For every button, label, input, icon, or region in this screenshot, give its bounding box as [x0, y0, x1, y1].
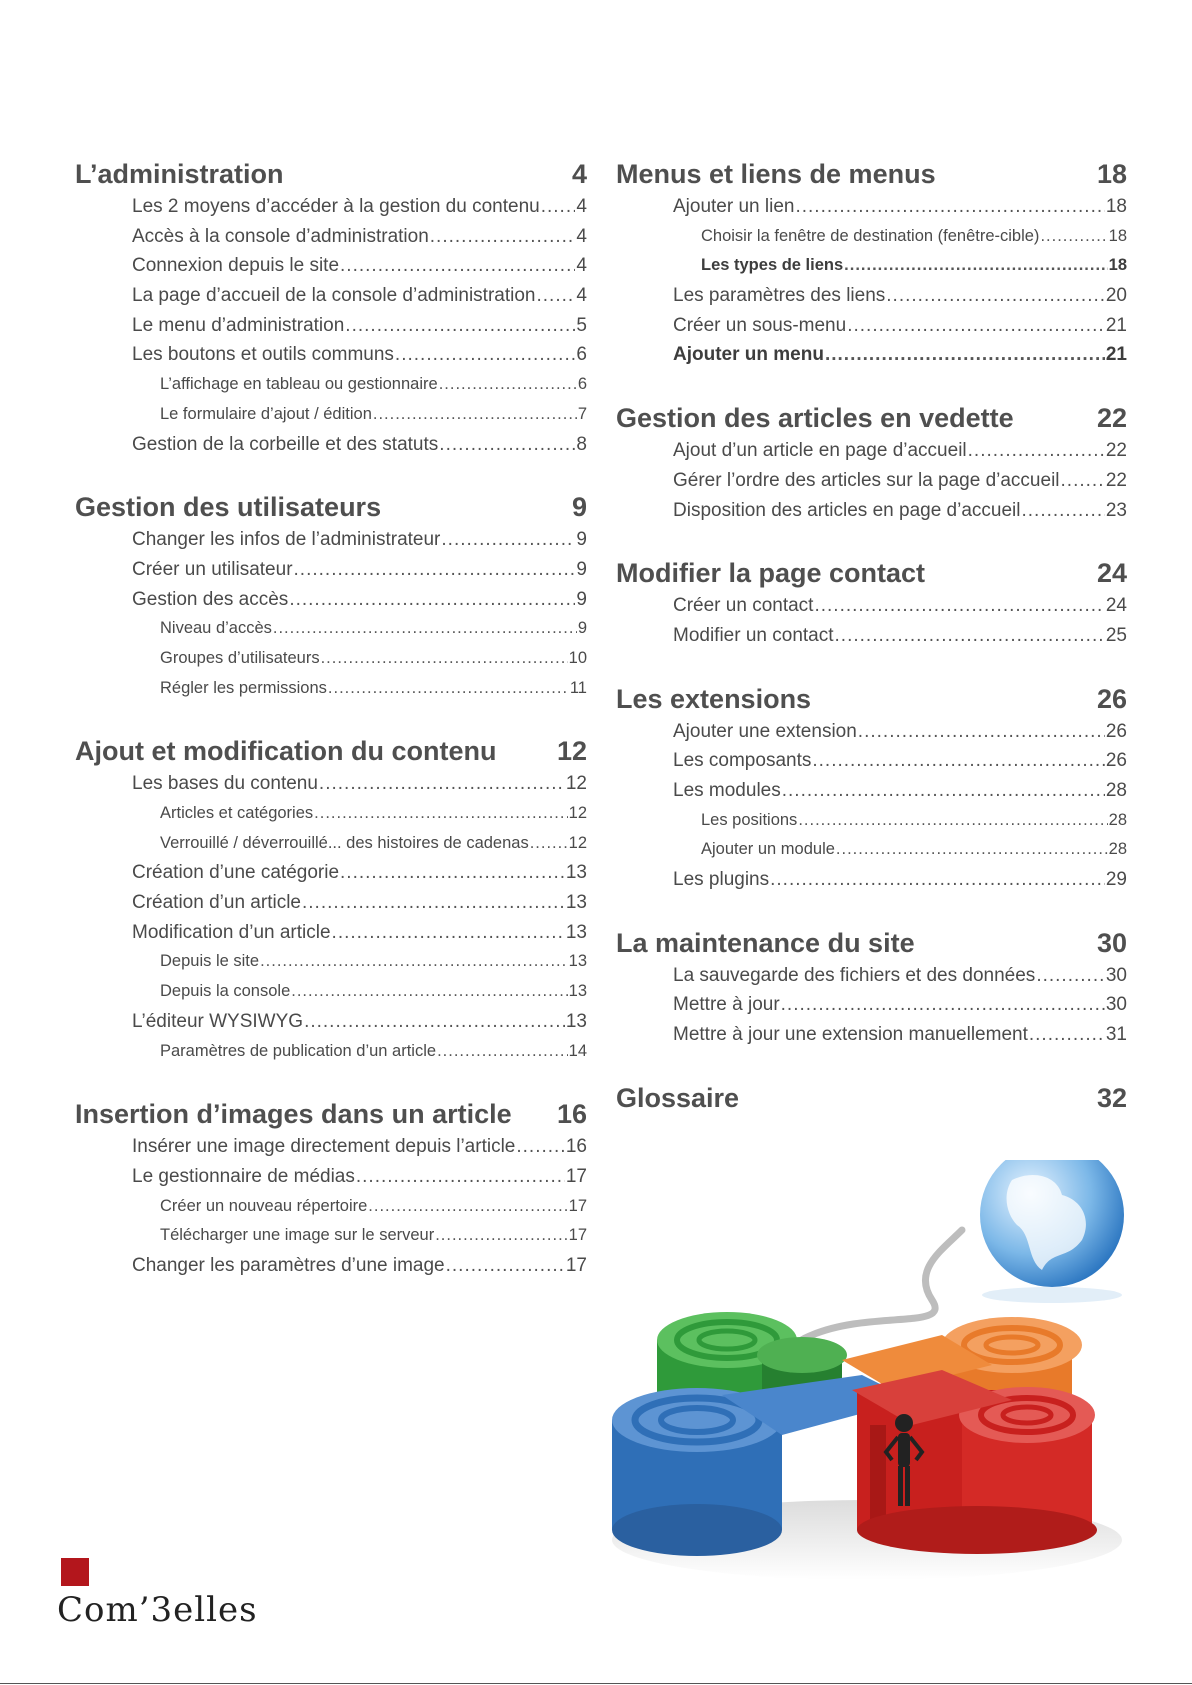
toc-entry[interactable]	[75, 585, 587, 615]
entry-title: Gestion de la corbeille et des statuts	[132, 433, 439, 455]
toc-entry[interactable]	[616, 717, 1127, 747]
entry-title: Régler les permissions	[160, 678, 327, 697]
toc-section-modifier-la-page-contact	[616, 555, 1127, 650]
dot-leader	[798, 806, 1107, 836]
dot-leader	[781, 990, 1105, 1020]
entry-title: Changer les paramètres d’une image	[132, 1254, 445, 1276]
section-page-number: 26	[1096, 683, 1127, 714]
section-title: Ajout et modification du contenu	[75, 736, 497, 767]
section-heading[interactable]	[75, 733, 587, 769]
entry-page-number: 18	[1108, 256, 1127, 275]
entry-page-number: 22	[1105, 469, 1127, 491]
dot-leader	[314, 799, 567, 829]
entry-title: Ajouter un menu	[673, 344, 824, 366]
toc-section-menus-et-liens-de-menus	[616, 156, 1127, 370]
toc-section-ajout-et-modification-du-contenu	[75, 733, 587, 1066]
section-title: L’administration	[75, 159, 284, 189]
toc-entry[interactable]	[75, 1162, 587, 1192]
toc-entry[interactable]	[75, 555, 587, 585]
toc-section-glossaire	[616, 1080, 1127, 1116]
entry-page-number: 9	[576, 588, 587, 610]
entry-page-number: 25	[1105, 624, 1127, 646]
entry-title: Les plugins	[673, 869, 770, 890]
dot-leader	[273, 614, 577, 644]
section-page-number: 24	[1096, 558, 1127, 589]
logo-text: Com’3elles	[57, 1590, 258, 1630]
section-heading[interactable]	[616, 555, 1127, 591]
red-maze	[852, 1370, 1097, 1554]
toc-entry[interactable]	[75, 799, 587, 829]
entry-page-number: 6	[576, 344, 587, 366]
entry-title: Créer un utilisateur	[132, 558, 293, 580]
dot-leader	[319, 769, 565, 799]
entry-page-number: 13	[565, 1010, 587, 1032]
dot-leader	[294, 555, 576, 585]
toc-entry[interactable]	[75, 370, 587, 400]
dot-leader	[1029, 1020, 1105, 1050]
dot-leader	[770, 865, 1105, 895]
dot-leader	[430, 222, 576, 252]
toc-section-gestion-des-articles-en-vedette	[616, 400, 1127, 525]
entry-title: Verrouillé / déverrouillé... des histoires de cadenas	[160, 833, 529, 852]
entry-title: Ajouter un module	[701, 840, 835, 859]
section-title: Gestion des utilisateurs	[75, 492, 382, 523]
entry-page-number: 28	[1108, 810, 1127, 829]
entry-page-number: 24	[1105, 595, 1127, 617]
entry-title: Choisir la fenêtre de destination (fenêtre-cible)	[701, 226, 1040, 245]
section-heading[interactable]	[75, 1096, 587, 1132]
entry-page-number: 10	[568, 648, 587, 667]
dot-leader	[321, 644, 568, 674]
entry-page-number: 26	[1105, 720, 1127, 742]
toc-entry[interactable]	[75, 947, 587, 977]
dot-leader	[435, 1221, 567, 1251]
entry-title: Paramètres de publication d’un article	[160, 1041, 437, 1060]
entry-title: Depuis la console	[160, 982, 291, 1001]
toc-entry[interactable]	[75, 1221, 587, 1251]
dot-leader	[441, 525, 575, 555]
entry-page-number: 6	[577, 375, 587, 394]
toc-entry[interactable]	[75, 400, 587, 430]
section-page-number: 9	[571, 492, 587, 523]
entry-page-number: 22	[1105, 440, 1127, 462]
dot-leader	[968, 436, 1105, 466]
toc-entry[interactable]	[616, 990, 1127, 1020]
section-heading[interactable]	[616, 925, 1127, 961]
entry-title: Gérer l’ordre des articles sur la page d’accueil	[673, 469, 1060, 491]
entry-title: Mettre à jour une extension manuellement	[673, 1024, 1028, 1046]
toc-entry[interactable]	[75, 614, 587, 644]
entry-title: Ajouter une extension	[673, 720, 857, 742]
section-page-number: 30	[1096, 927, 1127, 958]
dot-leader	[782, 776, 1105, 806]
section-heading[interactable]	[616, 400, 1127, 436]
entry-title: Créer un nouveau répertoire	[160, 1196, 368, 1215]
entry-title: Créer un sous-menu	[673, 314, 847, 336]
dot-leader	[812, 746, 1105, 776]
toc-entry[interactable]	[616, 961, 1127, 991]
entry-title: Les positions	[701, 810, 798, 829]
entry-page-number: 9	[577, 619, 587, 638]
entry-title: Insérer une image directement depuis l’article	[132, 1136, 516, 1158]
dot-leader	[1040, 222, 1107, 252]
section-title: Insertion d’images dans un article	[75, 1099, 512, 1130]
toc-entry[interactable]	[616, 340, 1127, 370]
toc-entry[interactable]	[616, 192, 1127, 222]
entry-page-number: 13	[565, 921, 587, 943]
dot-leader	[836, 835, 1108, 865]
entry-page-number: 18	[1105, 196, 1127, 217]
entry-page-number: 7	[577, 404, 587, 423]
entry-title: Télécharger une image sur le serveur	[160, 1226, 435, 1245]
dot-leader	[795, 192, 1104, 222]
entry-title: Modifier un contact	[673, 624, 834, 646]
entry-title: Accès à la console d’administration	[132, 225, 429, 247]
toc-entry[interactable]	[75, 251, 587, 281]
toc-entry[interactable]	[75, 644, 587, 674]
section-page-number: 16	[556, 1099, 587, 1130]
entry-page-number: 9	[576, 558, 587, 580]
dot-leader	[356, 1162, 565, 1192]
entry-title: Disposition des articles en page d’accueil	[673, 499, 1021, 521]
dot-leader	[340, 858, 565, 888]
dot-leader	[825, 340, 1105, 370]
toc-entry[interactable]	[75, 829, 587, 859]
entry-title: Création d’un article	[132, 892, 301, 914]
dot-leader	[260, 947, 568, 977]
entry-title: Articles et catégories	[160, 804, 314, 822]
toc-entry[interactable]	[616, 1020, 1127, 1050]
dot-leader	[516, 1132, 565, 1162]
toc-section-la-maintenance-du-site	[616, 925, 1127, 1050]
toc-entry[interactable]	[616, 311, 1127, 341]
section-page-number: 4	[571, 159, 587, 189]
entry-title: L’affichage en tableau ou gestionnaire	[160, 375, 438, 394]
entry-title: Les composants	[673, 750, 812, 772]
entry-page-number: 28	[1105, 779, 1127, 801]
section-page-number: 32	[1096, 1082, 1127, 1113]
section-page-number: 22	[1096, 403, 1127, 434]
toc-entry[interactable]	[616, 746, 1127, 776]
dot-leader	[439, 430, 575, 460]
entry-page-number: 17	[565, 1254, 587, 1276]
section-heading[interactable]	[616, 681, 1127, 717]
entry-title: Ajouter un lien	[673, 196, 795, 217]
dot-leader	[814, 591, 1104, 621]
toc-left-column	[75, 156, 587, 1311]
toc-entry[interactable]	[75, 674, 587, 704]
toc-entry[interactable]	[616, 621, 1127, 651]
toc-entry[interactable]	[616, 776, 1127, 806]
toc-entry[interactable]	[75, 430, 587, 460]
entry-title: Niveau d’accès	[160, 619, 272, 638]
entry-page-number: 18	[1108, 226, 1127, 245]
entry-title: Création d’une catégorie	[132, 862, 340, 884]
toc-section-l-administration	[75, 156, 587, 459]
section-heading[interactable]	[75, 489, 587, 525]
entry-title: Le menu d’administration	[132, 314, 345, 336]
entry-page-number: 14	[568, 1041, 587, 1060]
entry-title: Le formulaire d’ajout / édition	[160, 404, 372, 423]
toc-entry[interactable]	[75, 525, 587, 555]
entry-page-number: 5	[576, 314, 587, 336]
toc-entry[interactable]	[616, 865, 1127, 895]
toc-entry[interactable]	[616, 222, 1127, 252]
entry-page-number: 16	[565, 1136, 587, 1158]
entry-page-number: 12	[565, 773, 587, 795]
dot-leader	[844, 251, 1107, 281]
dot-leader	[328, 674, 569, 704]
section-page-number: 18	[1096, 159, 1127, 189]
dot-leader	[340, 251, 575, 281]
entry-title: Ajout d’un article en page d’accueil	[673, 440, 967, 462]
toc-entry[interactable]	[616, 806, 1127, 836]
toc-entry[interactable]	[75, 340, 587, 370]
entry-page-number: 28	[1108, 840, 1127, 859]
toc-entry[interactable]	[75, 1132, 587, 1162]
entry-page-number: 29	[1105, 869, 1127, 890]
toc-entry[interactable]	[616, 496, 1127, 526]
entry-title: La page d’accueil de la console d’administration	[132, 285, 536, 307]
entry-page-number: 4	[576, 255, 587, 277]
toc-entry[interactable]	[75, 1007, 587, 1037]
entry-page-number: 21	[1105, 344, 1127, 366]
toc-entry[interactable]	[616, 591, 1127, 621]
toc-right-column	[616, 156, 1127, 1146]
entry-title: Le gestionnaire de médias	[132, 1165, 355, 1187]
toc-entry[interactable]	[75, 222, 587, 252]
toc-entry[interactable]	[75, 1037, 587, 1067]
toc-entry[interactable]	[616, 835, 1127, 865]
section-title: Menus et liens de menus	[616, 159, 936, 189]
dot-leader	[332, 918, 565, 948]
section-heading[interactable]	[616, 156, 1127, 192]
section-title: Les extensions	[616, 683, 812, 714]
dot-leader	[446, 1251, 565, 1281]
toc-section-gestion-des-utilisateurs	[75, 489, 587, 703]
entry-page-number: 13	[565, 892, 587, 914]
dot-leader	[345, 311, 575, 341]
entry-title: Changer les infos de l’administrateur	[132, 529, 441, 551]
entry-page-number: 20	[1105, 285, 1127, 307]
entry-title: La sauvegarde des fichiers et des données	[673, 964, 1036, 986]
bottom-border-line	[0, 1683, 1192, 1684]
section-page-number: 12	[556, 736, 587, 767]
dot-leader	[289, 585, 575, 615]
entry-page-number: 30	[1105, 964, 1127, 986]
entry-page-number: 13	[568, 982, 587, 1001]
globe-icon	[980, 1160, 1124, 1303]
dot-leader	[291, 977, 567, 1007]
toc-entry[interactable]	[616, 436, 1127, 466]
dot-leader	[541, 192, 576, 222]
entry-page-number: 13	[568, 952, 587, 971]
toc-entry[interactable]	[75, 918, 587, 948]
entry-title: Modification d’un article	[132, 921, 331, 943]
dot-leader	[1021, 496, 1104, 526]
entry-page-number: 4	[576, 196, 587, 217]
entry-page-number: 21	[1105, 314, 1127, 336]
entry-page-number: 23	[1105, 499, 1127, 521]
entry-page-number: 26	[1105, 750, 1127, 772]
entry-page-number: 11	[569, 678, 587, 697]
dot-leader	[530, 829, 568, 859]
toc-section-insertion-d-images-dans-un-article	[75, 1096, 587, 1280]
entry-title: Les bases du contenu	[132, 773, 318, 795]
logo-red-square	[61, 1558, 89, 1586]
dot-leader	[302, 888, 565, 918]
toc-entry[interactable]	[75, 311, 587, 341]
entry-page-number: 12	[568, 833, 587, 852]
dot-leader	[304, 1007, 565, 1037]
toc-entry[interactable]	[75, 858, 587, 888]
toc-entry[interactable]	[75, 281, 587, 311]
entry-title: Les boutons et outils communs	[132, 344, 394, 366]
entry-title: Groupes d’utilisateurs	[160, 648, 320, 667]
entry-page-number: 17	[568, 1196, 587, 1215]
entry-title: Connexion depuis le site	[132, 255, 340, 277]
entry-title: Les 2 moyens d’accéder à la gestion du contenu	[132, 196, 540, 217]
entry-title: Les paramètres des liens	[673, 285, 886, 307]
entry-page-number: 30	[1105, 994, 1127, 1016]
entry-title: Les types de liens	[701, 256, 844, 275]
toc-entry[interactable]	[616, 466, 1127, 496]
entry-title: Gestion des accès	[132, 588, 289, 610]
dot-leader	[373, 400, 577, 430]
section-title: Glossaire	[616, 1082, 740, 1113]
entry-page-number: 9	[576, 529, 587, 551]
entry-title: Depuis le site	[160, 952, 260, 971]
entry-page-number: 13	[565, 862, 587, 884]
toc-entry[interactable]	[616, 281, 1127, 311]
entry-page-number: 8	[576, 433, 587, 455]
dot-leader	[847, 311, 1105, 341]
entry-title: L’éditeur WYSIWYG	[132, 1010, 304, 1032]
toc-entry[interactable]	[616, 251, 1127, 281]
dot-leader	[439, 370, 577, 400]
entry-title: Mettre à jour	[673, 994, 780, 1016]
toc-entry[interactable]	[75, 192, 587, 222]
toc-entry[interactable]	[75, 977, 587, 1007]
dot-leader	[1061, 466, 1105, 496]
entry-page-number: 4	[576, 285, 587, 307]
section-heading[interactable]	[75, 156, 587, 192]
toc-entry[interactable]	[75, 888, 587, 918]
entry-page-number: 12	[568, 804, 587, 822]
section-title: Gestion des articles en vedette	[616, 403, 1014, 434]
toc-entry[interactable]	[75, 1192, 587, 1222]
dot-leader	[1036, 961, 1105, 991]
dot-leader	[858, 717, 1105, 747]
section-title: Modifier la page contact	[616, 558, 926, 589]
entry-page-number: 31	[1105, 1024, 1127, 1046]
toc-section-les-extensions	[616, 681, 1127, 895]
dot-leader	[835, 621, 1105, 651]
dot-leader	[395, 340, 576, 370]
section-title: La maintenance du site	[616, 927, 915, 958]
toc-entry[interactable]	[75, 769, 587, 799]
dot-leader	[536, 281, 575, 311]
dot-leader	[886, 281, 1105, 311]
dot-leader	[437, 1037, 568, 1067]
entry-page-number: 17	[568, 1226, 587, 1245]
entry-page-number: 4	[576, 225, 587, 247]
toc-entry[interactable]	[75, 1251, 587, 1281]
entry-title: Les modules	[673, 779, 781, 801]
globe-and-mazes-illustration	[612, 1160, 1152, 1610]
dot-leader	[368, 1192, 567, 1222]
section-heading[interactable]	[616, 1080, 1127, 1116]
entry-title: Créer un contact	[673, 595, 814, 617]
entry-page-number: 17	[565, 1165, 587, 1187]
com3elles-logo	[57, 1558, 267, 1648]
